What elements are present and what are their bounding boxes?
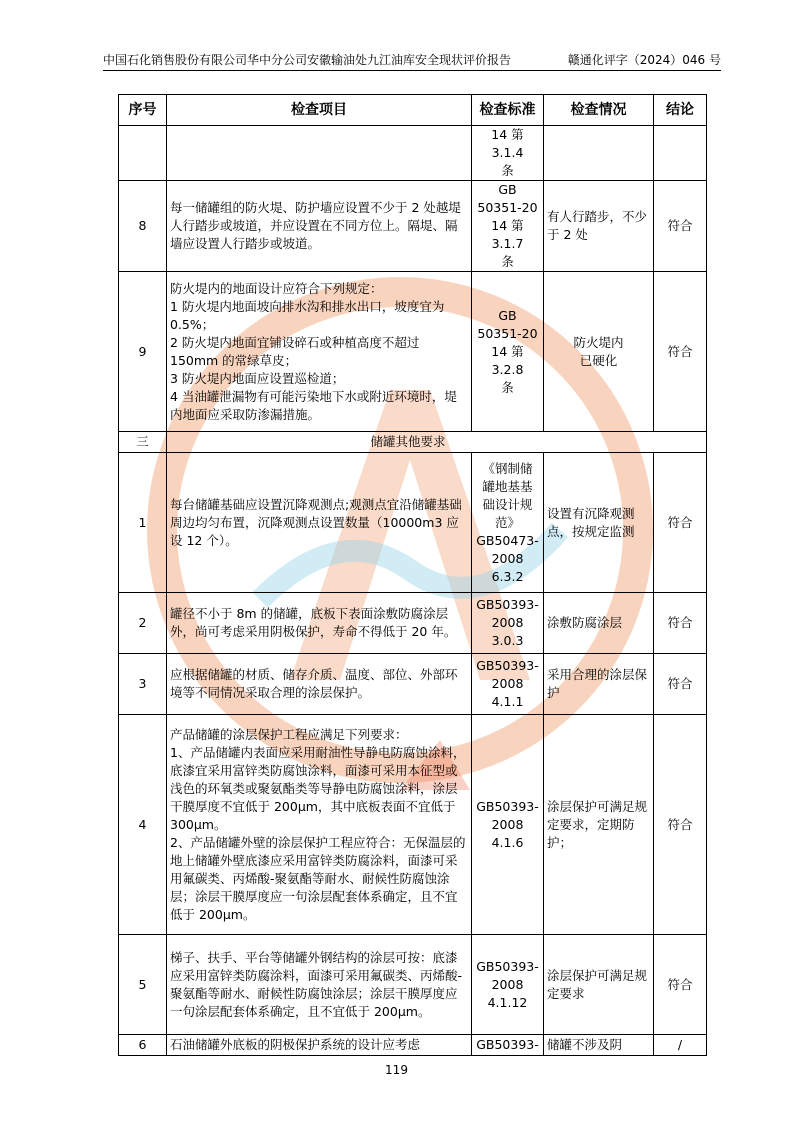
standard-line: 条 bbox=[501, 379, 514, 395]
standard-line: 4.1.12 bbox=[487, 994, 528, 1010]
item-line: 产品储罐的涂层保护工程应满足下列要求： bbox=[170, 726, 408, 742]
item-line: 4 当油罐泄漏物有可能污染地下水或附近环境时，堤内地面应采取防渗漏措施。 bbox=[170, 388, 457, 422]
standard-line: 4.1.6 bbox=[491, 834, 524, 850]
table-header-row bbox=[119, 95, 707, 126]
standard-line: 50351-20 bbox=[477, 325, 538, 341]
check-item bbox=[167, 935, 472, 1035]
check-item bbox=[167, 272, 472, 432]
check-item bbox=[167, 126, 472, 181]
conclusion bbox=[654, 126, 707, 181]
standard-line: 2008 bbox=[491, 676, 524, 691]
situation-line: 涂层保护可满足规定要求 bbox=[547, 967, 648, 1001]
table-row bbox=[119, 1035, 707, 1056]
column-header: 结论 bbox=[654, 95, 707, 126]
conclusion: 符合 bbox=[654, 453, 707, 593]
table-row bbox=[119, 593, 707, 654]
row-number: 8 bbox=[119, 181, 167, 272]
check-situation bbox=[544, 126, 654, 181]
row-number: 3 bbox=[119, 654, 167, 715]
section-number: 三 bbox=[119, 432, 167, 453]
item-line: 2 防火堤内地面宜铺设碎石或种植高度不超过 150mm 的常绿草皮； bbox=[170, 334, 420, 368]
item-line: 1 防火堤内地面坡向排水沟和排水出口，坡度宜为 0.5%； bbox=[170, 298, 445, 332]
page-header bbox=[103, 52, 721, 68]
item-line: 石油储罐外底板的阴极保护系统的设计应考虑 bbox=[170, 1037, 421, 1052]
check-standard bbox=[472, 935, 544, 1035]
standard-line: GB50393- bbox=[476, 958, 539, 974]
situation-line: 设置有沉降观测点，按规定监测 bbox=[547, 505, 635, 539]
check-standard bbox=[472, 654, 544, 715]
check-item bbox=[167, 715, 472, 935]
standard-line: 2008 bbox=[491, 976, 524, 992]
table-row bbox=[119, 453, 707, 593]
row-number bbox=[119, 126, 167, 181]
report-title: 中国石化销售股份有限公司华中分公司安徽输油处九江油库安全现状评价报告 bbox=[103, 53, 512, 67]
standard-line: 条 bbox=[501, 163, 514, 178]
conclusion: 符合 bbox=[654, 593, 707, 654]
situation-line: 采用合理的涂层保护 bbox=[547, 667, 648, 700]
item-line: 梯子、扶手、平台等储罐外钢结构的涂层可按：底漆应采用富锌类防腐涂料，面漆可采用氟碳类、丙烯酸-聚氨酯等耐水、耐候性防腐蚀涂层；涂层干膜厚度应一句涂层配套体系确定，且不宜低于 200μm。 bbox=[170, 949, 463, 1019]
column-header: 序号 bbox=[119, 95, 167, 126]
standard-line: GB50393- bbox=[476, 658, 539, 673]
check-standard bbox=[472, 715, 544, 935]
item-line: 3 防火堤内地面应设置巡检道； bbox=[170, 370, 345, 386]
situation-line: 储罐不涉及阴 bbox=[547, 1037, 623, 1052]
standard-line: 础设计规 bbox=[482, 496, 533, 512]
table-row bbox=[119, 126, 707, 181]
standard-line: 2008 bbox=[491, 550, 524, 566]
section-title: 储罐其他要求 bbox=[167, 432, 707, 453]
check-situation bbox=[544, 654, 654, 715]
standard-line: GB50393- bbox=[476, 798, 539, 814]
check-situation bbox=[544, 935, 654, 1035]
standard-line: GB50473- bbox=[476, 532, 539, 548]
table-row bbox=[119, 272, 707, 432]
standard-line: 《钢制储 bbox=[482, 460, 533, 476]
conclusion: 符合 bbox=[654, 272, 707, 432]
page-number: 119 bbox=[385, 1063, 408, 1077]
item-line: 每一储罐组的防火堤、防护墙应设置不少于 2 处越堤人行踏步或坡道，并应设置在不同方位上。隔堤、隔墙应设置人行踏步或坡道。 bbox=[170, 200, 461, 251]
check-situation bbox=[544, 1035, 654, 1056]
check-situation bbox=[544, 181, 654, 272]
check-standard bbox=[472, 593, 544, 654]
check-standard bbox=[472, 453, 544, 593]
row-number: 2 bbox=[119, 593, 167, 654]
row-number: 6 bbox=[119, 1035, 167, 1056]
check-item bbox=[167, 593, 472, 654]
standard-line: 4.1.1 bbox=[491, 694, 524, 709]
header-divider bbox=[103, 70, 721, 71]
standard-line: 6.3.2 bbox=[491, 568, 524, 584]
item-line: 应根据储罐的材质、储存介质、温度、部位、外部环境等不同情况采取合理的涂层保护。 bbox=[170, 667, 458, 700]
situation-line: 涂敷防腐涂层 bbox=[547, 615, 623, 630]
check-situation bbox=[544, 453, 654, 593]
item-line: 罐径不小于 8m 的储罐，底板下表面涂敷防腐涂层外，尚可考虑采用阴极保护，寿命不得低于 20 年。 bbox=[170, 606, 457, 639]
situation-line: 已硬化 bbox=[579, 352, 618, 368]
report-code: 赣通化评字（2024）046 号 bbox=[567, 53, 721, 67]
table-row bbox=[119, 654, 707, 715]
situation-line: 涂层保护可满足规定要求，定期防护； bbox=[547, 798, 648, 850]
item-line: 每台储罐基础应设置沉降观测点;观测点宜沿储罐基础周边均匀布置，沉降观测点设置数量（10000m3 应设 12 个）。 bbox=[170, 496, 462, 548]
conclusion: / bbox=[654, 1035, 707, 1056]
standard-line: 14 第 3.1.4 bbox=[491, 127, 524, 160]
standard-line: 罐地基基 bbox=[482, 478, 533, 494]
table-body bbox=[119, 126, 707, 1056]
row-number: 1 bbox=[119, 453, 167, 593]
situation-line: 有人行踏步，不少于 2 处 bbox=[547, 209, 648, 242]
standard-line: 范》 bbox=[494, 514, 520, 530]
standard-line: 2008 bbox=[491, 816, 524, 832]
check-item bbox=[167, 1035, 472, 1056]
item-line: 防火堤内的地面设计应符合下列规定： bbox=[170, 280, 383, 296]
conclusion: 符合 bbox=[654, 181, 707, 272]
column-header: 检查情况 bbox=[544, 95, 654, 126]
conclusion: 符合 bbox=[654, 654, 707, 715]
standard-line: GB bbox=[498, 307, 517, 323]
table-row bbox=[119, 181, 707, 272]
check-item bbox=[167, 654, 472, 715]
check-item bbox=[167, 453, 472, 593]
column-header: 检查标准 bbox=[472, 95, 544, 126]
check-standard bbox=[472, 126, 544, 181]
situation-line: 防火堤内 bbox=[573, 334, 624, 350]
inspection-table bbox=[118, 94, 707, 1056]
standard-line: 条 bbox=[501, 254, 514, 269]
check-standard bbox=[472, 181, 544, 272]
standard-line: GB50393- bbox=[476, 597, 539, 612]
table-row bbox=[119, 715, 707, 935]
check-item bbox=[167, 181, 472, 272]
check-situation bbox=[544, 272, 654, 432]
row-number: 9 bbox=[119, 272, 167, 432]
check-standard bbox=[472, 272, 544, 432]
check-situation bbox=[544, 593, 654, 654]
standard-line: 3.0.3 bbox=[491, 633, 524, 648]
standard-line: GB bbox=[498, 182, 517, 197]
standard-line: 14 第 3.2.8 bbox=[491, 343, 524, 377]
column-header: 检查项目 bbox=[167, 95, 472, 126]
standard-line: GB50393- bbox=[476, 1037, 539, 1052]
item-line: 1、产品储罐内表面应采用耐油性导静电防腐蚀涂料，底漆宜采用富锌类防腐蚀涂料，面漆可采用本征型或浅色的环氧类或聚氨酯类等导静电防腐蚀涂料，涂层干膜厚度不宜低于 200μm，其中底板表面不宜低于 300μm。 bbox=[170, 744, 466, 832]
section-row bbox=[119, 432, 707, 453]
check-standard bbox=[472, 1035, 544, 1056]
row-number: 5 bbox=[119, 935, 167, 1035]
conclusion: 符合 bbox=[654, 715, 707, 935]
standard-line: 2008 bbox=[491, 615, 524, 630]
table-row bbox=[119, 935, 707, 1035]
standard-line: 50351-20 bbox=[477, 200, 538, 215]
standard-line: 14 第 3.1.7 bbox=[491, 218, 524, 251]
row-number: 4 bbox=[119, 715, 167, 935]
check-situation bbox=[544, 715, 654, 935]
item-line: 2、产品储罐外壁的涂层保护工程应符合：无保温层的地上储罐外壁底漆应采用富锌类防腐涂料，面漆可采用氟碳类、丙烯酸-聚氨酯等耐水、耐候性防腐蚀涂层；涂层干膜厚度应一句涂层配套体系确定，且不宜低于 200μm。 bbox=[170, 834, 466, 922]
conclusion: 符合 bbox=[654, 935, 707, 1035]
